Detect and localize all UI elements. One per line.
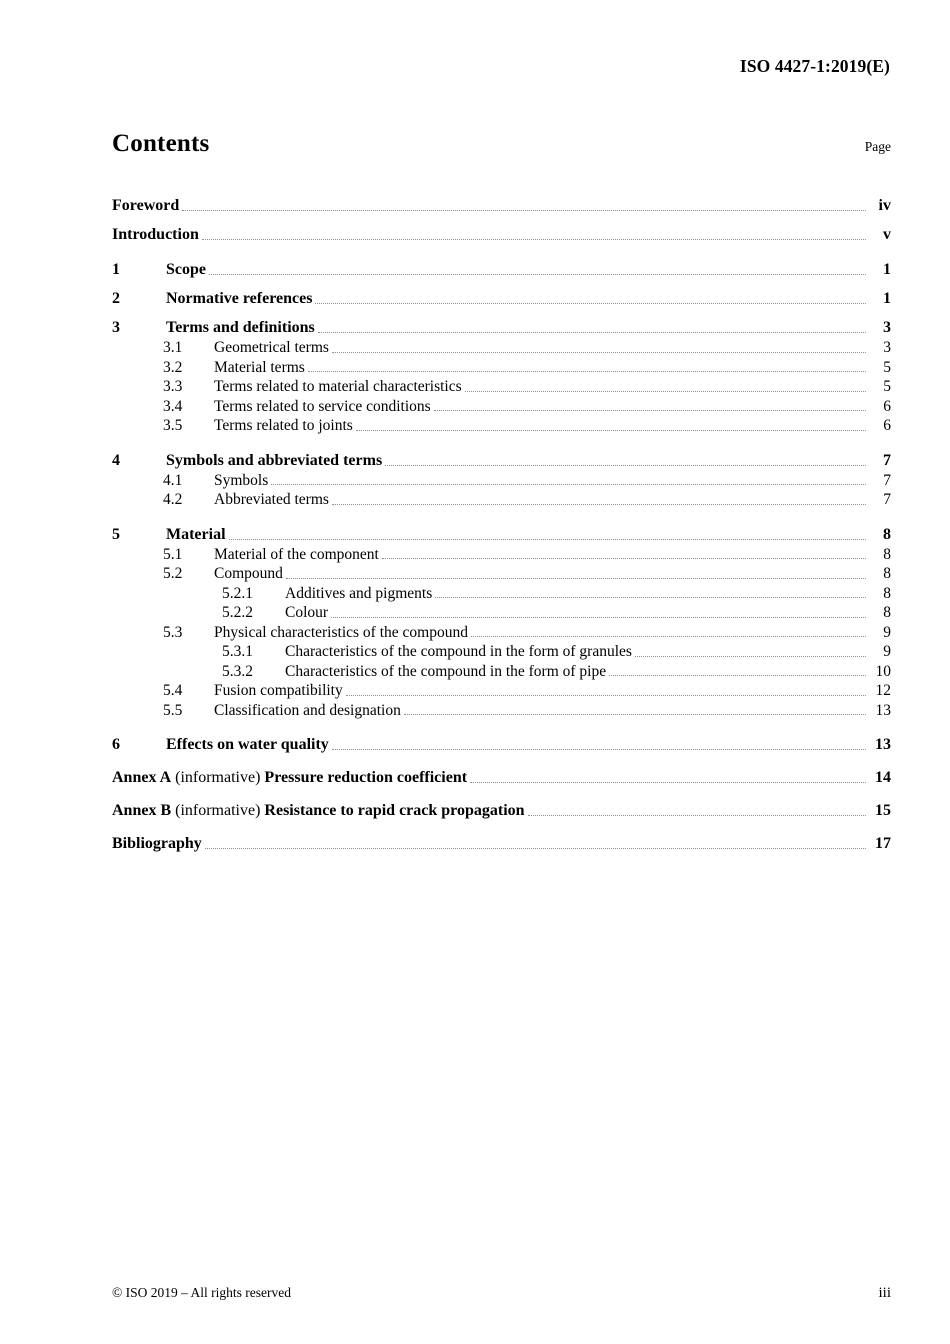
toc-entry-title: Abbreviated terms bbox=[214, 491, 329, 508]
table-of-contents bbox=[112, 185, 891, 852]
document-reference-header: ISO 4427-1:2019(E) bbox=[739, 56, 890, 76]
toc-entry-title: Terms related to joints bbox=[214, 417, 353, 434]
toc-page-number: 9 bbox=[883, 643, 891, 660]
toc-bibliography-entry[interactable] bbox=[112, 823, 891, 852]
leader-dots bbox=[465, 390, 866, 392]
toc-entry-number: 2 bbox=[112, 290, 120, 307]
toc-entry-title: Terms related to service conditions bbox=[214, 397, 431, 415]
leader-dots bbox=[356, 429, 866, 431]
toc-entry-number: 1 bbox=[112, 261, 120, 278]
toc-page-number: 7 bbox=[883, 491, 891, 508]
leader-dots bbox=[182, 209, 866, 211]
toc-page-number: 8 bbox=[883, 525, 891, 543]
toc-entry-number: 3.5 bbox=[163, 417, 183, 434]
leader-dots bbox=[315, 302, 866, 304]
toc-page-number: 14 bbox=[875, 769, 891, 786]
leader-dots bbox=[385, 464, 866, 466]
toc-page-number: 15 bbox=[875, 802, 891, 819]
leader-dots bbox=[382, 557, 866, 559]
toc-entry-number: 5.3.2 bbox=[222, 662, 253, 680]
toc-entry-title: Characteristics of the compound in the form of pipe bbox=[285, 662, 607, 680]
toc-entry[interactable] bbox=[112, 395, 891, 415]
toc-entry-title: Compound bbox=[214, 565, 283, 582]
leader-dots bbox=[435, 596, 866, 598]
toc-entry[interactable] bbox=[112, 307, 891, 336]
leader-dots bbox=[635, 655, 866, 657]
annex-kind: (informative) bbox=[175, 802, 261, 819]
leader-dots bbox=[470, 781, 866, 783]
toc-entry-number: 3 bbox=[112, 319, 120, 336]
page-column-label: Page bbox=[864, 139, 891, 154]
toc-entry[interactable] bbox=[112, 185, 891, 214]
toc-page-number: 10 bbox=[875, 662, 891, 680]
toc-entry-number: 3.4 bbox=[163, 397, 183, 415]
toc-entry[interactable] bbox=[112, 543, 891, 563]
toc-page-number: 6 bbox=[883, 417, 891, 434]
toc-entry-number: 6 bbox=[112, 736, 120, 753]
leader-dots bbox=[205, 847, 866, 849]
annex-title: Resistance to rapid crack propagation bbox=[264, 802, 525, 819]
toc-page-number: 3 bbox=[883, 339, 891, 356]
toc-annex-heading bbox=[112, 803, 527, 819]
bibliography-title: Bibliography bbox=[112, 835, 202, 852]
toc-entry-title: Classification and designation bbox=[214, 701, 401, 719]
toc-entry-number: 5.2.1 bbox=[222, 584, 253, 602]
toc-entry-number: 5.4 bbox=[163, 682, 183, 699]
leader-dots bbox=[471, 635, 866, 637]
toc-entry-title: Material terms bbox=[214, 358, 305, 376]
toc-entry-title: Introduction bbox=[112, 226, 199, 243]
leader-dots bbox=[271, 483, 866, 485]
toc-entry-number: 5 bbox=[112, 525, 120, 543]
toc-entry-title: Material of the component bbox=[214, 545, 379, 563]
toc-entry-number: 3.1 bbox=[163, 339, 183, 356]
toc-entry[interactable] bbox=[112, 214, 891, 243]
toc-page-number: 13 bbox=[875, 736, 891, 753]
leader-dots bbox=[332, 351, 866, 353]
toc-page-number: 1 bbox=[883, 261, 891, 278]
toc-entry-title: Terms and definitions bbox=[166, 319, 315, 336]
leader-dots bbox=[528, 814, 866, 816]
toc-page-number: 8 bbox=[883, 565, 891, 582]
toc-entry-title: Symbols bbox=[214, 471, 269, 489]
toc-page-number: 7 bbox=[883, 451, 891, 469]
annex-label: Annex B bbox=[112, 802, 172, 819]
toc-entry-title: Colour bbox=[285, 604, 329, 621]
leader-dots bbox=[318, 331, 866, 333]
leader-dots bbox=[404, 713, 866, 715]
toc-page-number: 6 bbox=[883, 397, 891, 415]
toc-entry-number: 4.1 bbox=[163, 471, 183, 489]
toc-entry[interactable] bbox=[112, 336, 891, 356]
toc-entry[interactable] bbox=[112, 724, 891, 753]
toc-entry[interactable] bbox=[112, 488, 891, 508]
toc-entry-number: 3.3 bbox=[163, 378, 183, 395]
toc-entry-number: 4 bbox=[112, 451, 120, 469]
toc-entry-title: Physical characteristics of the compound bbox=[214, 623, 468, 641]
toc-entry-number: 5.2 bbox=[163, 565, 183, 582]
leader-dots bbox=[202, 238, 866, 240]
leader-dots bbox=[229, 538, 866, 540]
toc-page-number: v bbox=[883, 226, 891, 243]
toc-entry[interactable] bbox=[112, 640, 891, 660]
leader-dots bbox=[209, 273, 866, 275]
toc-entry-title: Fusion compatibility bbox=[214, 682, 343, 699]
toc-entry[interactable] bbox=[112, 621, 891, 641]
leader-dots bbox=[308, 370, 866, 372]
copyright-notice: © ISO 2019 – All rights reserved bbox=[112, 1285, 291, 1300]
toc-entry-number: 5.2.2 bbox=[222, 604, 253, 621]
toc-entry-title: Material bbox=[166, 525, 226, 543]
toc-entry-number: 5.3 bbox=[163, 623, 183, 641]
toc-entry[interactable] bbox=[112, 469, 891, 489]
annex-kind: (informative) bbox=[175, 769, 261, 786]
page-footer bbox=[112, 1285, 891, 1302]
toc-page-number: 1 bbox=[883, 290, 891, 307]
toc-entry-title: Characteristics of the compound in the form of granules bbox=[285, 643, 632, 660]
footer-page-number: iii bbox=[878, 1285, 891, 1301]
toc-entry-title: Normative references bbox=[166, 290, 313, 307]
toc-page-number: 8 bbox=[883, 545, 891, 563]
toc-annex-entry[interactable] bbox=[112, 790, 891, 819]
toc-entry-title: Additives and pigments bbox=[285, 584, 433, 602]
toc-entry[interactable] bbox=[112, 356, 891, 376]
toc-entry[interactable] bbox=[112, 699, 891, 719]
toc-entry[interactable] bbox=[112, 660, 891, 680]
toc-entry-number: 4.2 bbox=[163, 491, 183, 508]
toc-page-number: 12 bbox=[875, 682, 891, 699]
toc-entry-title: Geometrical terms bbox=[214, 339, 329, 356]
toc-page-number: 5 bbox=[883, 378, 891, 395]
toc-entry-title: Scope bbox=[166, 261, 206, 278]
toc-page-number: 13 bbox=[875, 701, 891, 719]
leader-dots bbox=[331, 616, 866, 618]
toc-annex-entry[interactable] bbox=[112, 757, 891, 786]
toc-page-number: 9 bbox=[883, 623, 891, 641]
toc-entry-title: Terms related to material characteristics bbox=[214, 378, 462, 395]
toc-entry[interactable] bbox=[112, 414, 891, 434]
toc-entry-title: Effects on water quality bbox=[166, 736, 329, 753]
toc-entry-number: 5.1 bbox=[163, 545, 183, 563]
annex-label: Annex A bbox=[112, 769, 172, 786]
toc-entry[interactable] bbox=[112, 440, 891, 469]
leader-dots bbox=[609, 674, 866, 676]
toc-page-number: 3 bbox=[883, 319, 891, 336]
toc-annex-heading bbox=[112, 770, 469, 786]
toc-entry[interactable] bbox=[112, 562, 891, 582]
toc-page-number: 8 bbox=[883, 584, 891, 602]
toc-page-number: 8 bbox=[883, 604, 891, 621]
annex-title: Pressure reduction coefficient bbox=[264, 769, 468, 786]
toc-entry-number: 5.3.1 bbox=[222, 643, 253, 660]
toc-entry[interactable] bbox=[112, 601, 891, 621]
toc-entry-title: Symbols and abbreviated terms bbox=[166, 451, 383, 469]
leader-dots bbox=[286, 577, 866, 579]
toc-page-number: iv bbox=[878, 197, 891, 214]
toc-entry[interactable] bbox=[112, 375, 891, 395]
leader-dots bbox=[332, 748, 866, 750]
leader-dots bbox=[434, 409, 866, 411]
leader-dots bbox=[332, 503, 866, 505]
toc-entry[interactable] bbox=[112, 514, 891, 543]
toc-entry[interactable] bbox=[112, 679, 891, 699]
toc-entry-title: Foreword bbox=[112, 197, 180, 214]
toc-entry[interactable] bbox=[112, 582, 891, 602]
toc-page-number: 7 bbox=[883, 471, 891, 489]
contents-title-row bbox=[112, 130, 891, 158]
toc-page-number: 17 bbox=[875, 835, 891, 852]
toc-entry-number: 3.2 bbox=[163, 358, 183, 376]
page-title: Contents bbox=[112, 130, 210, 157]
toc-page-number: 5 bbox=[883, 358, 891, 376]
leader-dots bbox=[346, 694, 866, 696]
toc-entry[interactable] bbox=[112, 278, 891, 307]
toc-entry-number: 5.5 bbox=[163, 701, 183, 719]
toc-entry[interactable] bbox=[112, 249, 891, 278]
